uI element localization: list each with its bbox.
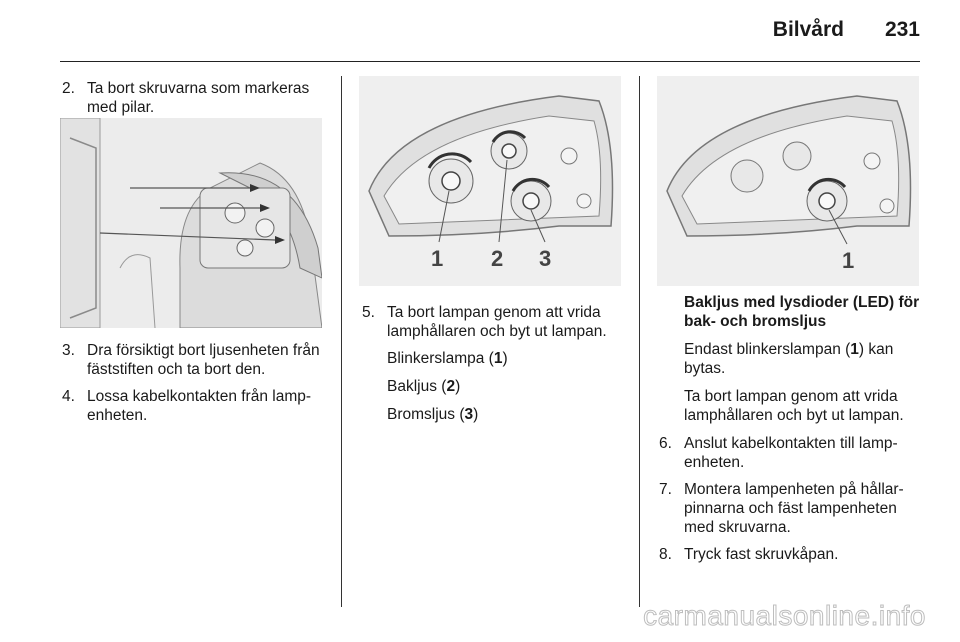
step-text: Ta bort lampan genom att vrida lamphållaren och byt ut lampan. [387, 304, 607, 340]
column-divider-1 [341, 76, 342, 607]
paragraph-1 [659, 340, 924, 378]
paragraph-text: Endast blinkerslampan ( [684, 341, 851, 358]
step-8 [659, 545, 924, 564]
step-text: Dra försiktigt bort ljusenheten från fäststiften och ta bort den. [87, 342, 320, 378]
header-divider [60, 61, 920, 62]
section-heading: Bakljus med lysdioder (LED) för bak- och bromsljus [684, 294, 920, 330]
step-number: 2. [62, 80, 75, 97]
callout-2: 2 [491, 246, 504, 271]
taillight-bulbs-illustration [359, 76, 621, 286]
bulb-number: 1 [493, 350, 503, 367]
callout-1: 1 [842, 248, 855, 273]
bulb-name: Blinkerslampa ( [387, 350, 494, 367]
led-taillight-illustration [657, 76, 919, 286]
bulb-list [362, 349, 632, 424]
bulb-suffix: ) [502, 350, 508, 367]
step-6 [659, 434, 924, 472]
step-number: 7. [659, 481, 672, 498]
callout-3: 3 [539, 246, 552, 271]
step-5 [362, 303, 632, 341]
bulb-suffix: ) [473, 406, 479, 423]
step-number: 6. [659, 435, 672, 452]
bulb-number: 2 [446, 378, 456, 395]
page-title: Bilvård [772, 18, 844, 41]
step-text: Montera lampenheten på hållar-pinnarna och fäst lampenheten med skruvarna. [684, 481, 904, 536]
column-divider-2 [639, 76, 640, 607]
figure-led [657, 76, 919, 286]
bulb-number: 1 [850, 341, 859, 358]
bulb-name: Bromsljus ( [387, 406, 465, 423]
figure-screws [60, 118, 322, 328]
bulb-suffix: ) [455, 378, 461, 395]
step-3 [62, 341, 330, 379]
column-1-lower [62, 341, 330, 433]
step-2 [62, 79, 330, 117]
watermark: carmanualsonline.info [643, 600, 926, 631]
step-number: 4. [62, 388, 75, 405]
bulb-item-3 [387, 405, 632, 424]
column-2 [362, 303, 632, 433]
bulb-item-1 [387, 349, 632, 368]
step-text: Lossa kabelkontakten från lamp-enheten. [87, 388, 312, 424]
step-number: 3. [62, 342, 75, 359]
step-number: 5. [362, 304, 375, 321]
step-text: Tryck fast skruvkåpan. [684, 546, 839, 563]
paragraph-text: ) kan bytas. [684, 341, 894, 377]
step-text: Ta bort skruvarna som markeras med pilar. [87, 80, 310, 116]
page-number: 231 [884, 18, 920, 41]
callout-1: 1 [431, 246, 444, 271]
bulb-number: 3 [464, 406, 474, 423]
bulb-item-2 [387, 377, 632, 396]
paragraph-2: Ta bort lampan genom att vrida lamphållaren och byt ut lampan. [684, 388, 904, 424]
step-7 [659, 480, 924, 537]
taillight-screws-illustration [60, 118, 322, 328]
column-3 [659, 293, 924, 572]
bulb-name: Bakljus ( [387, 378, 447, 395]
step-4 [62, 387, 330, 425]
step-number: 8. [659, 546, 672, 563]
step-text: Anslut kabelkontakten till lamp-enheten. [684, 435, 898, 471]
figure-bulbs [359, 76, 621, 286]
